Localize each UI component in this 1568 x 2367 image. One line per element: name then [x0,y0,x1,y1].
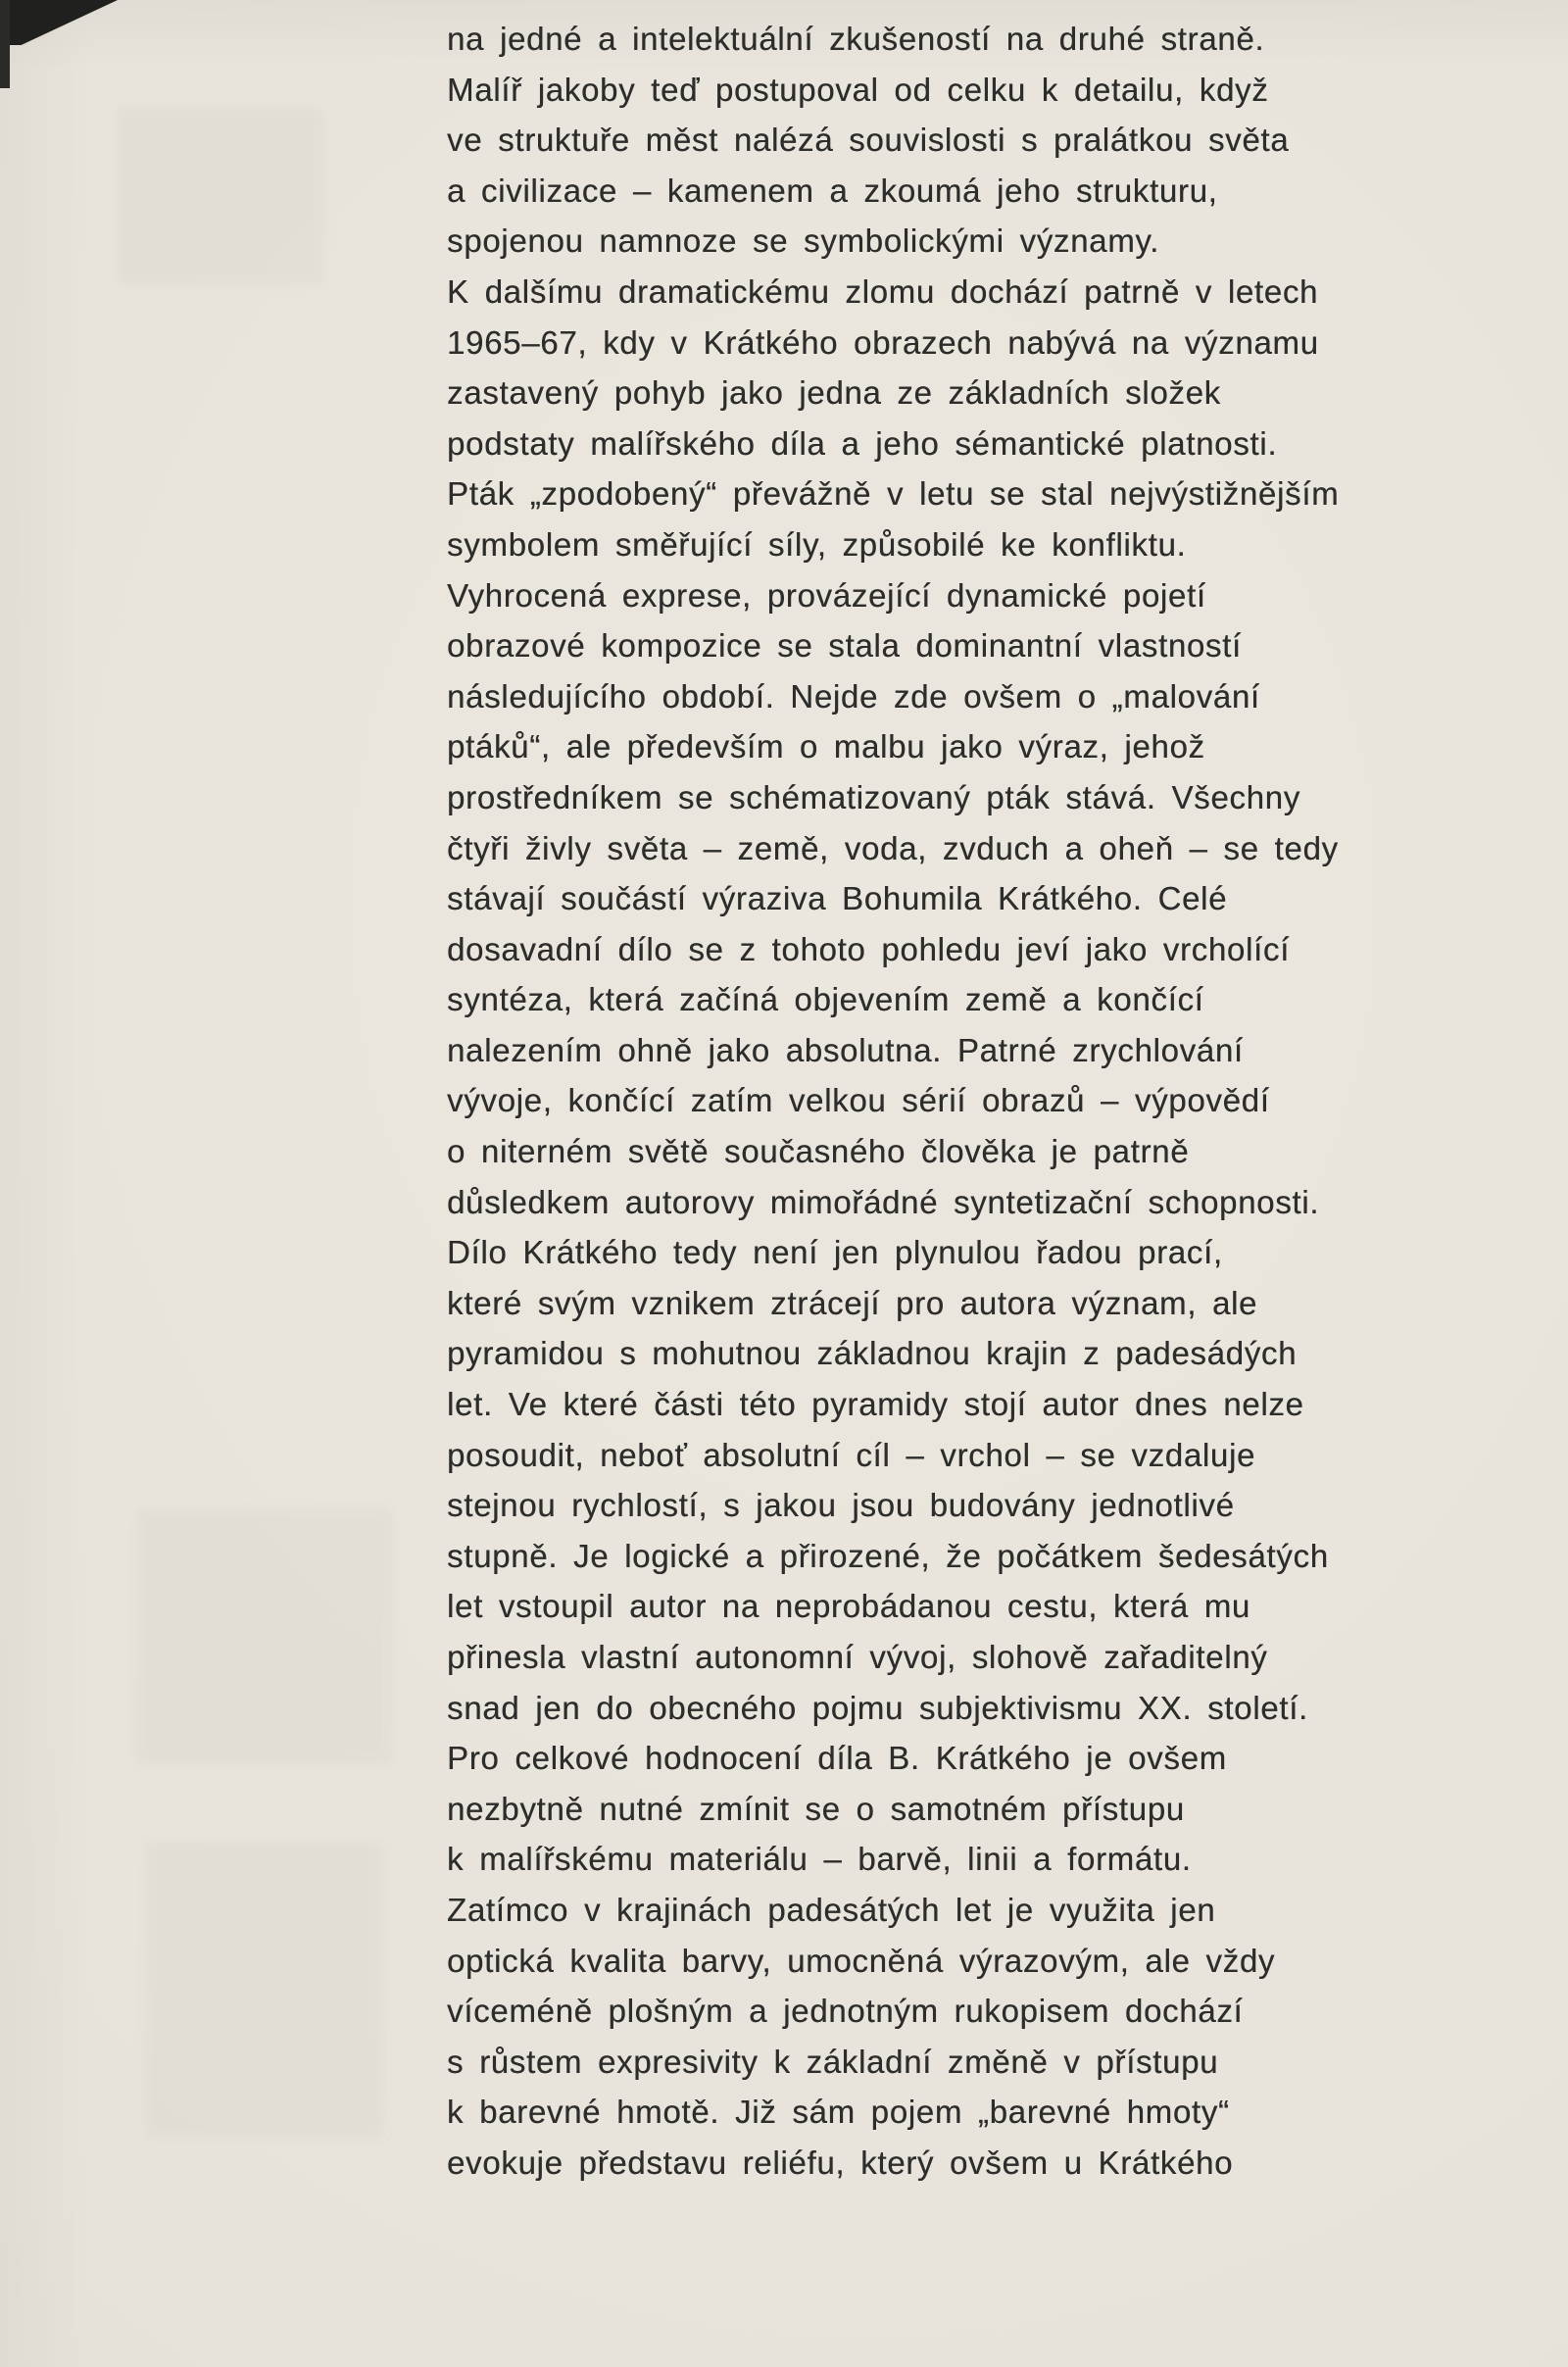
text-line: k malířskému materiálu – barvě, linii a formátu. [447,1841,1192,1878]
text-line: ve struktuře měst nalézá souvislosti s pralátkou světa [447,122,1290,159]
text-line: Pro celkové hodnocení díla B. Krátkého je ovšem [447,1740,1227,1777]
text-line: s růstem expresivity k základní změně v přístupu [447,2043,1219,2080]
text-line: syntéza, která začíná objevením země a končící [447,981,1204,1018]
text-line: stejnou rychlostí, s jakou jsou budovány jednotlivé [447,1487,1235,1524]
scan-edge-artifact [0,0,10,88]
body-text [447,14,1437,2189]
text-line: Zatímco v krajinách padesátých let je využita jen [447,1891,1216,1928]
text-line: Dílo Krátkého tedy není jen plynulou řadou prací, [447,1234,1223,1271]
text-line: přinesla vlastní autonomní vývoj, slohově zařaditelný [447,1639,1268,1675]
bleed-through-artifact [118,108,323,284]
text-line: k barevné hmotě. Již sám pojem „barevné hmoty“ [447,2094,1230,2131]
bleed-through-artifact [137,1509,392,1764]
text-line: nalezením ohně jako absolutna. Patrné zrychlování [447,1031,1244,1068]
text-line: a civilizace – kamenem a zkoumá jeho strukturu, [447,172,1218,209]
text-line: obrazové kompozice se stala dominantní vlastností [447,627,1242,665]
text-line: optická kvalita barvy, umocněná výrazovým, ale vždy [447,1942,1276,1979]
text-line: let vstoupil autor na neprobádanou cestu, která mu [447,1588,1250,1625]
scan-corner-artifact [0,0,118,45]
text-line: ptáků“, ale především o malbu jako výraz, jehož [447,728,1205,765]
text-line: víceméně plošným a jednotným rukopisem dochází [447,1993,1244,2030]
text-line: stupně. Je logické a přirozené, že počátkem šedesátých [447,1537,1329,1574]
text-line: podstaty malířského díla a jeho sémantické platnosti. [447,424,1278,462]
text-line: snad jen do obecného pojmu subjektivismu XX. století. [447,1689,1308,1726]
text-line: na jedné a intelektuální zkušeností na druhé straně. [447,21,1265,57]
text-line: spojenou namnoze se symbolickými významy. [447,222,1160,260]
text-line: které svým vznikem ztrácejí pro autora význam, ale [447,1284,1258,1321]
text-line: symbolem směřující síly, způsobilé ke konfliktu. [447,525,1187,563]
text-line: let. Ve které části této pyramidy stojí autor dnes nelze [447,1386,1304,1423]
text-line: o niterném světě současného člověka je patrně [447,1133,1190,1170]
text-line: evokuje představu reliéfu, který ovšem u Krátkého [447,2144,1234,2181]
text-line: Pták „zpodobený“ převážně v letu se stal nejvýstižnějším [447,475,1340,513]
text-line: čtyři živly světa – země, voda, zvduch a oheň – se tedy [447,829,1339,866]
text-line: Malíř jakoby teď postupoval od celku k detailu, když [447,71,1269,108]
text-line: dosavadní dílo se z tohoto pohledu jeví jako vrcholící [447,930,1290,967]
text-line: stávají součástí výraziva Bohumila Krátkého. Celé [447,880,1228,917]
text-line: K dalšímu dramatickému zlomu dochází patrně v letech [447,272,1319,310]
text-line: zastavený pohyb jako jedna ze základních složek [447,374,1221,412]
text-line: nezbytně nutné zmínit se o samotném přístupu [447,1790,1185,1827]
text-line: Vyhrocená exprese, provázející dynamické pojetí [447,576,1206,614]
text-line: důsledkem autorovy mimořádné syntetizační schopnosti. [447,1183,1320,1220]
text-line: vývoje, končící zatím velkou sérií obrazů – výpovědí [447,1082,1270,1119]
bleed-through-artifact [147,1843,382,2137]
text-line: prostředníkem se schématizovaný pták stává. Všechny [447,778,1300,815]
text-line: pyramidou s mohutnou základnou krajin z padesádých [447,1335,1298,1372]
text-line: následujícího období. Nejde zde ovšem o „malování [447,677,1260,715]
text-line: posoudit, neboť absolutní cíl – vrchol – se vzdaluje [447,1436,1256,1473]
text-line: 1965–67, kdy v Krátkého obrazech nabývá na významu [447,323,1319,361]
